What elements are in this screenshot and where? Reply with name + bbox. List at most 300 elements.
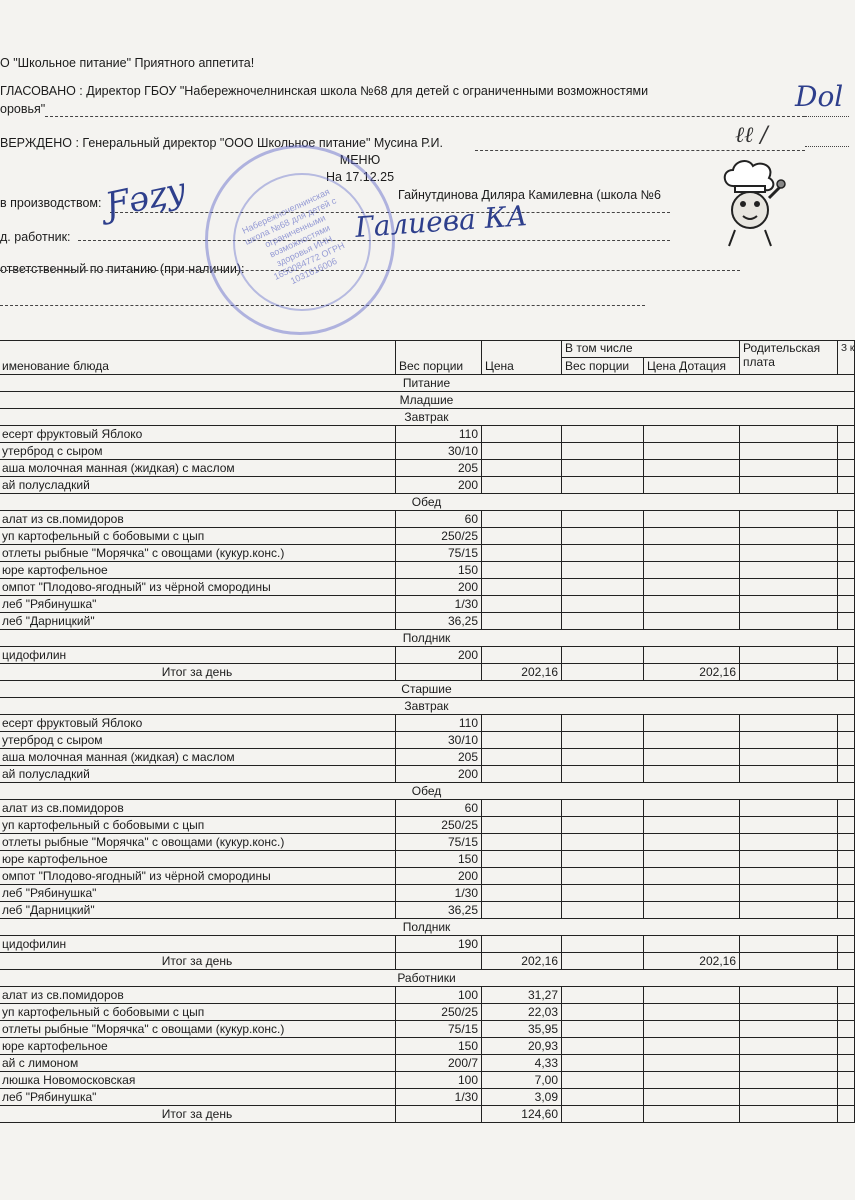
dish-price: 7,00	[482, 1072, 562, 1089]
empty-cell	[740, 902, 838, 919]
table-row	[0, 834, 855, 851]
empty-cell	[644, 800, 740, 817]
total-subsidy	[644, 1106, 740, 1123]
dish-price	[482, 579, 562, 596]
empty-cell	[644, 987, 740, 1004]
empty-cell	[644, 460, 740, 477]
table-row	[0, 596, 855, 613]
empty-cell	[740, 936, 838, 953]
empty-cell	[838, 1004, 855, 1021]
empty-cell	[740, 1055, 838, 1072]
empty-cell	[838, 936, 855, 953]
table-row	[0, 477, 855, 494]
empty-cell	[838, 579, 855, 596]
empty-cell	[740, 562, 838, 579]
table-row	[0, 579, 855, 596]
empty-cell	[838, 1021, 855, 1038]
empty-cell	[740, 1004, 838, 1021]
dish-weight: 110	[396, 715, 482, 732]
empty-cell	[644, 766, 740, 783]
dish-weight: 200	[396, 868, 482, 885]
empty-cell	[740, 443, 838, 460]
empty-cell	[562, 715, 644, 732]
dish-name: ай с лимоном	[0, 1055, 396, 1072]
dish-weight: 100	[396, 1072, 482, 1089]
empty-cell	[644, 715, 740, 732]
production-signature: Ƒǝȥу	[101, 169, 190, 227]
empty-cell	[644, 834, 740, 851]
table-row	[0, 1072, 855, 1089]
dish-name: уп картофельный с бобовыми с цып	[0, 817, 396, 834]
empty-cell	[644, 579, 740, 596]
empty-cell	[838, 800, 855, 817]
empty-cell	[838, 766, 855, 783]
col-extra-header: З к	[838, 341, 855, 375]
section-snack: Полдник	[0, 919, 855, 936]
table-row	[0, 851, 855, 868]
dish-price	[482, 596, 562, 613]
dish-name: ай полусладкий	[0, 766, 396, 783]
table-row	[0, 562, 855, 579]
empty-cell	[740, 987, 838, 1004]
empty-cell	[838, 902, 855, 919]
section-row	[0, 783, 855, 800]
menu-title: МЕНЮ	[339, 153, 381, 167]
section-row	[0, 409, 855, 426]
dish-price	[482, 477, 562, 494]
empty-cell	[838, 834, 855, 851]
agreed-dotted-line-right	[805, 116, 849, 117]
empty-cell	[644, 936, 740, 953]
dish-price	[482, 902, 562, 919]
empty-cell	[562, 1055, 644, 1072]
empty-cell	[740, 885, 838, 902]
approved-dotted-line-right	[805, 146, 849, 147]
total-label: Итог за день	[0, 953, 396, 970]
empty-cell	[740, 613, 838, 630]
dish-weight: 1/30	[396, 596, 482, 613]
dish-weight: 110	[396, 426, 482, 443]
table-row	[0, 443, 855, 460]
empty-cell	[740, 647, 838, 664]
dish-weight: 250/25	[396, 1004, 482, 1021]
table-header-row	[0, 341, 855, 358]
section-row	[0, 970, 855, 987]
section-juniors: Младшие	[0, 392, 855, 409]
section-row	[0, 919, 855, 936]
dish-weight: 200	[396, 647, 482, 664]
dish-weight: 36,25	[396, 902, 482, 919]
worker-label: д. работник:	[0, 230, 71, 244]
total-subsidy: 202,16	[644, 953, 740, 970]
empty-cell	[562, 851, 644, 868]
empty-cell	[644, 511, 740, 528]
dish-price	[482, 885, 562, 902]
dish-weight: 200	[396, 766, 482, 783]
total-label: Итог за день	[0, 1106, 396, 1123]
dish-price	[482, 562, 562, 579]
dish-name: леб "Рябинушка"	[0, 596, 396, 613]
empty-cell	[838, 715, 855, 732]
table-row	[0, 528, 855, 545]
table-row	[0, 613, 855, 630]
approved-line: ВЕРЖДЕНО : Генеральный директор "ООО Школьное питание" Мусина Р.И.	[0, 136, 443, 150]
empty-cell	[838, 732, 855, 749]
section-workers: Работники	[0, 970, 855, 987]
table-row	[0, 1021, 855, 1038]
section-lunch: Обед	[0, 494, 855, 511]
empty-cell	[838, 460, 855, 477]
dish-name: отлеты рыбные "Морячка" с овощами (кукур.конс.)	[0, 834, 396, 851]
dish-name: люшка Новомосковская	[0, 1072, 396, 1089]
empty-cell	[562, 800, 644, 817]
empty-cell	[838, 817, 855, 834]
dish-weight: 205	[396, 460, 482, 477]
empty-cell	[838, 613, 855, 630]
dish-weight: 60	[396, 511, 482, 528]
empty-cell	[562, 868, 644, 885]
dish-weight: 75/15	[396, 834, 482, 851]
general-director-signature: ℓℓ /	[735, 123, 768, 148]
section-row	[0, 392, 855, 409]
table-row	[0, 800, 855, 817]
dish-name: леб "Рябинушка"	[0, 885, 396, 902]
table-row	[0, 817, 855, 834]
empty-cell	[562, 885, 644, 902]
agreed-line: ГЛАСОВАНО : Директор ГБОУ "Набережночелнинская школа №68 для детей с ограниченными возможностями	[0, 84, 649, 98]
dish-name: омпот "Плодово-ягодный" из чёрной смородины	[0, 579, 396, 596]
empty-cell	[838, 749, 855, 766]
table-row	[0, 987, 855, 1004]
empty-cell	[740, 1072, 838, 1089]
menu-table-body	[0, 341, 855, 1123]
section-seniors: Старшие	[0, 681, 855, 698]
dish-name: алат из св.помидоров	[0, 800, 396, 817]
empty-cell	[644, 443, 740, 460]
empty-cell	[562, 766, 644, 783]
dish-weight: 250/25	[396, 528, 482, 545]
dish-name: юре картофельное	[0, 851, 396, 868]
table-row	[0, 715, 855, 732]
empty-cell	[396, 1106, 482, 1123]
section-row	[0, 375, 855, 392]
dish-name: юре картофельное	[0, 1038, 396, 1055]
total-row	[0, 953, 855, 970]
col-parent-header: Родительская плата	[740, 341, 838, 375]
dish-price	[482, 528, 562, 545]
section-lunch: Обед	[0, 783, 855, 800]
table-row	[0, 1038, 855, 1055]
total-row	[0, 664, 855, 681]
dish-price	[482, 613, 562, 630]
empty-cell	[644, 545, 740, 562]
production-label: в производством:	[0, 196, 102, 210]
empty-cell	[562, 647, 644, 664]
empty-cell	[562, 1106, 644, 1123]
dish-price	[482, 511, 562, 528]
empty-cell	[740, 545, 838, 562]
empty-cell	[740, 528, 838, 545]
dish-weight: 250/25	[396, 817, 482, 834]
section-row	[0, 494, 855, 511]
dish-price	[482, 851, 562, 868]
empty-cell	[740, 1089, 838, 1106]
dish-name: леб "Дарницкий"	[0, 902, 396, 919]
dish-price	[482, 426, 562, 443]
empty-cell	[838, 545, 855, 562]
empty-cell	[562, 987, 644, 1004]
col-price-header: Цена	[482, 341, 562, 375]
table-row	[0, 766, 855, 783]
empty-cell	[644, 477, 740, 494]
dish-name: омпот "Плодово-ягодный" из чёрной смородины	[0, 868, 396, 885]
empty-cell	[396, 953, 482, 970]
empty-cell	[644, 647, 740, 664]
section-breakfast: Завтрак	[0, 409, 855, 426]
total-price: 202,16	[482, 664, 562, 681]
dish-name: леб "Рябинушка"	[0, 1089, 396, 1106]
dish-weight: 190	[396, 936, 482, 953]
dish-price	[482, 766, 562, 783]
dish-name: цидофилин	[0, 647, 396, 664]
empty-cell	[644, 1021, 740, 1038]
dish-price	[482, 460, 562, 477]
empty-cell	[644, 1004, 740, 1021]
empty-cell	[838, 443, 855, 460]
dish-price: 4,33	[482, 1055, 562, 1072]
dish-price	[482, 800, 562, 817]
dish-weight: 200	[396, 579, 482, 596]
director-signature: Dol	[795, 80, 844, 113]
empty-cell	[838, 477, 855, 494]
table-row	[0, 426, 855, 443]
empty-cell	[644, 732, 740, 749]
empty-cell	[562, 749, 644, 766]
empty-cell	[838, 528, 855, 545]
dish-price: 35,95	[482, 1021, 562, 1038]
total-row	[0, 1106, 855, 1123]
dish-name: алат из св.помидоров	[0, 987, 396, 1004]
dish-price	[482, 868, 562, 885]
total-price: 124,60	[482, 1106, 562, 1123]
worker-signature: Галиева КА	[354, 199, 529, 244]
empty-cell	[740, 766, 838, 783]
dish-price	[482, 715, 562, 732]
empty-cell	[838, 647, 855, 664]
col-sub-weight-header: Вес порции	[562, 358, 644, 375]
empty-cell	[838, 596, 855, 613]
company-line: О "Школьное питание" Приятного аппетита!	[0, 56, 255, 70]
dish-name: цидофилин	[0, 936, 396, 953]
section-row	[0, 698, 855, 715]
dish-price	[482, 834, 562, 851]
total-subsidy: 202,16	[644, 664, 740, 681]
empty-cell	[562, 511, 644, 528]
table-row	[0, 511, 855, 528]
dish-weight: 200/7	[396, 1055, 482, 1072]
empty-cell	[644, 1038, 740, 1055]
empty-cell	[562, 953, 644, 970]
responsible-label: ответственный по питанию (при наличии):	[0, 262, 245, 276]
empty-cell	[562, 664, 644, 681]
empty-cell	[562, 477, 644, 494]
dish-name: ай полусладкий	[0, 477, 396, 494]
empty-cell	[838, 562, 855, 579]
empty-cell	[740, 1021, 838, 1038]
empty-cell	[562, 426, 644, 443]
col-sub-price-header: Цена Дотация	[644, 358, 740, 375]
empty-cell	[562, 460, 644, 477]
dish-name: леб "Дарницкий"	[0, 613, 396, 630]
empty-cell	[562, 1089, 644, 1106]
dish-weight: 150	[396, 851, 482, 868]
table-row	[0, 749, 855, 766]
empty-cell	[838, 987, 855, 1004]
dish-price	[482, 647, 562, 664]
empty-cell	[740, 477, 838, 494]
empty-cell	[562, 613, 644, 630]
dish-name: юре картофельное	[0, 562, 396, 579]
table-row	[0, 545, 855, 562]
dish-price	[482, 443, 562, 460]
total-price: 202,16	[482, 953, 562, 970]
dish-name: есерт фруктовый Яблоко	[0, 715, 396, 732]
empty-cell	[740, 460, 838, 477]
dish-name: отлеты рыбные "Морячка" с овощами (кукур.конс.)	[0, 545, 396, 562]
empty-cell	[562, 1038, 644, 1055]
empty-cell	[838, 1038, 855, 1055]
col-weight-header: Вес порции	[396, 341, 482, 375]
empty-cell	[644, 596, 740, 613]
total-label: Итог за день	[0, 664, 396, 681]
empty-cell	[644, 868, 740, 885]
dish-name: утерброд с сыром	[0, 443, 396, 460]
approved-dotted-line	[475, 150, 805, 151]
empty-cell	[562, 817, 644, 834]
section-row	[0, 630, 855, 647]
dish-name: утерброд с сыром	[0, 732, 396, 749]
empty-cell	[740, 800, 838, 817]
dish-price: 20,93	[482, 1038, 562, 1055]
dish-weight: 150	[396, 562, 482, 579]
dish-price: 22,03	[482, 1004, 562, 1021]
empty-cell	[740, 817, 838, 834]
section-snack: Полдник	[0, 630, 855, 647]
table-row	[0, 902, 855, 919]
empty-cell	[644, 885, 740, 902]
dish-weight: 150	[396, 1038, 482, 1055]
empty-cell	[562, 528, 644, 545]
empty-cell	[644, 426, 740, 443]
empty-cell	[740, 511, 838, 528]
empty-cell	[740, 732, 838, 749]
empty-cell	[644, 528, 740, 545]
menu-table	[0, 340, 855, 1123]
empty-cell	[644, 1055, 740, 1072]
empty-cell	[740, 664, 838, 681]
menu-date: На 17.12.25	[325, 170, 395, 184]
dish-weight: 75/15	[396, 545, 482, 562]
dish-price	[482, 732, 562, 749]
empty-cell	[740, 596, 838, 613]
section-main: Питание	[0, 375, 855, 392]
dish-weight: 205	[396, 749, 482, 766]
empty-cell	[740, 834, 838, 851]
empty-cell	[838, 1072, 855, 1089]
dish-name: отлеты рыбные "Морячка" с овощами (кукур.конс.)	[0, 1021, 396, 1038]
empty-cell	[562, 1072, 644, 1089]
empty-cell	[644, 1072, 740, 1089]
empty-cell	[838, 1106, 855, 1123]
empty-cell	[396, 664, 482, 681]
empty-cell	[644, 613, 740, 630]
dish-price	[482, 545, 562, 562]
empty-cell	[740, 953, 838, 970]
section-breakfast: Завтрак	[0, 698, 855, 715]
empty-cell	[838, 953, 855, 970]
empty-cell	[838, 885, 855, 902]
empty-cell	[562, 732, 644, 749]
agreed-line-cont: оровья"	[0, 102, 46, 116]
table-row	[0, 1055, 855, 1072]
empty-cell	[740, 851, 838, 868]
table-row	[0, 460, 855, 477]
col-name-header: именование блюда	[0, 341, 396, 375]
dish-price	[482, 817, 562, 834]
dish-price	[482, 749, 562, 766]
dish-weight: 200	[396, 477, 482, 494]
empty-cell	[838, 426, 855, 443]
dish-price: 3,09	[482, 1089, 562, 1106]
dish-name: аша молочная манная (жидкая) с маслом	[0, 460, 396, 477]
empty-cell	[562, 936, 644, 953]
stamp-text: Набережночелнинская школа №68 для детей с ограниченными возможностями здоровья ИНН 1650084772 ОГРН 1031616006	[240, 186, 347, 287]
empty-cell	[838, 1055, 855, 1072]
dish-weight: 36,25	[396, 613, 482, 630]
empty-cell	[644, 851, 740, 868]
empty-cell	[562, 1021, 644, 1038]
table-row	[0, 1004, 855, 1021]
empty-cell	[740, 868, 838, 885]
table-row	[0, 936, 855, 953]
dish-name: уп картофельный с бобовыми с цып	[0, 1004, 396, 1021]
empty-cell	[562, 902, 644, 919]
table-row	[0, 732, 855, 749]
empty-cell	[740, 749, 838, 766]
dish-weight: 1/30	[396, 1089, 482, 1106]
empty-cell	[644, 817, 740, 834]
dish-name: уп картофельный с бобовыми с цып	[0, 528, 396, 545]
empty-cell	[562, 562, 644, 579]
empty-cell	[644, 562, 740, 579]
section-row	[0, 681, 855, 698]
table-row	[0, 1089, 855, 1106]
empty-cell	[838, 1089, 855, 1106]
empty-cell	[562, 545, 644, 562]
dish-name: алат из св.помидоров	[0, 511, 396, 528]
empty-cell	[562, 579, 644, 596]
col-including-header: В том числе	[562, 341, 740, 358]
empty-cell	[740, 715, 838, 732]
empty-cell	[562, 1004, 644, 1021]
empty-cell	[562, 596, 644, 613]
dish-price: 31,27	[482, 987, 562, 1004]
empty-cell	[838, 664, 855, 681]
dish-weight: 1/30	[396, 885, 482, 902]
empty-cell	[644, 1089, 740, 1106]
agreed-dotted-line	[45, 116, 805, 117]
empty-cell	[838, 868, 855, 885]
